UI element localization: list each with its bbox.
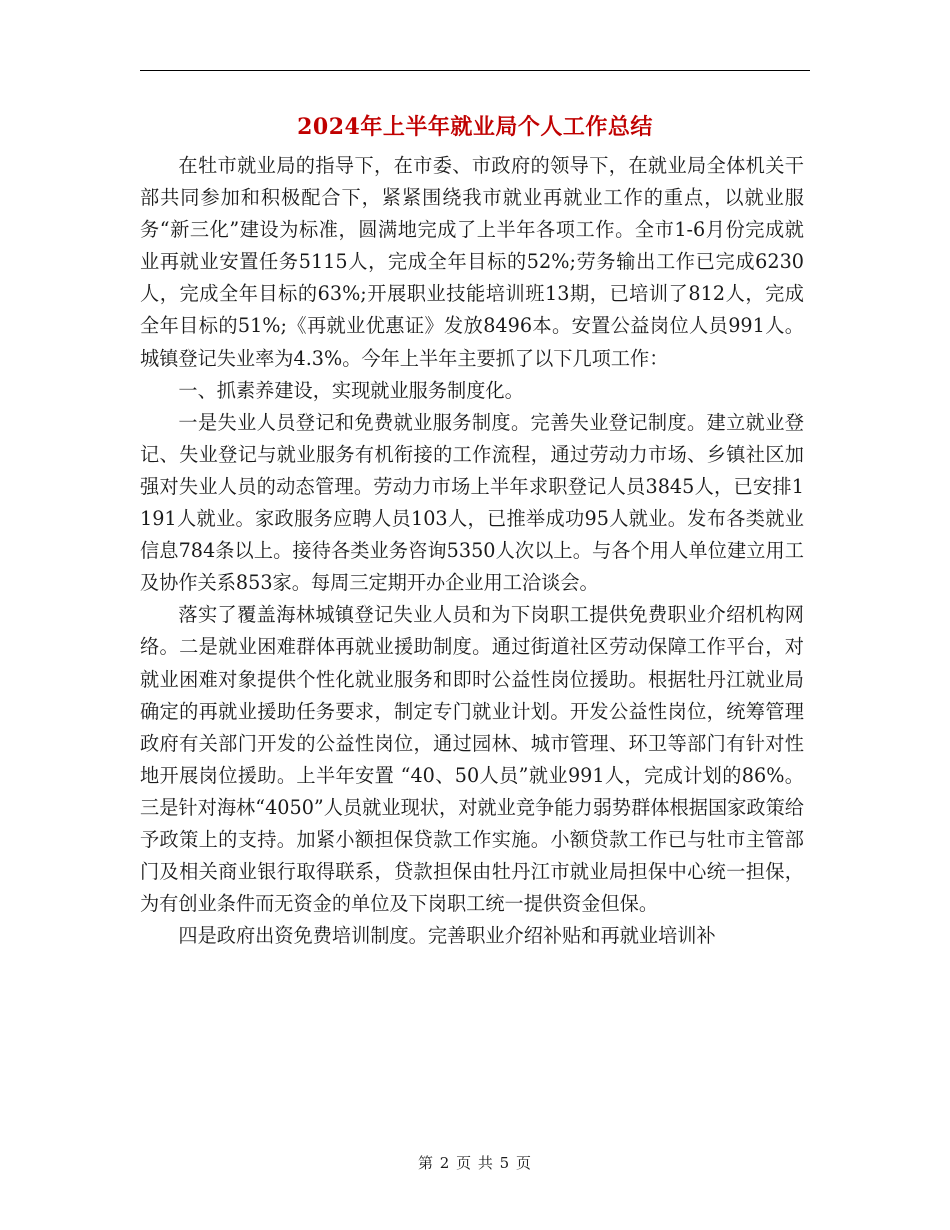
section-heading-1: 一、抓素养建设，实现就业服务制度化。: [178, 378, 524, 402]
page-number: 第 2 页 共 5 页: [418, 1154, 532, 1172]
paragraph-unemployment-registration: 一是失业人员登记和免费就业服务制度。完善失业登记制度。建立就业登记、失业登记与就业服务有机衔接的工作流程，通过劳动力市场、乡镇社区加强对失业人员的动态管理。劳动力市场上半年求职登记人员3845人，已安排1191人就业。家政服务应聘人员103人，已推举成功95人就业。发布各类就业信息784条以上。接待各类业务咨询5350人次以上。与各个用人单位建立用工及协作关系853家。每周三定期开办企业用工洽谈会。: [140, 410, 804, 595]
paragraph-reemployment-assistance: 落实了覆盖海林城镇登记失业人员和为下岗职工提供免费职业介绍机构网络。二是就业困难群体再就业援助制度。通过街道社区劳动保障工作平台，对就业困难对象提供个性化就业服务和即时公益性岗位援助。根据牡丹江就业局确定的再就业援助任务要求，制定专门就业计划。开发公益性岗位，统筹管理政府有关部门开发的公益性岗位，通过园林、城市管理、环卫等部门有针对性地开展岗位援助。上半年安置 “40、50人员”就业991人，完成计划的86%。三是针对海林“4050”人员就业现状，对就业竞争能力弱势群体根据国家政策给予政策上的支持。加紧小额担保贷款工作实施。小额贷款工作已与牡市主管部门及相关商业银行取得联系，贷款担保由牡丹江市就业局担保中心统一担保，为有创业条件而无资金的单位及下岗职工统一提供资金但保。: [140, 603, 804, 916]
paragraph-intro: 在牡市就业局的指导下，在市委、市政府的领导下，在就业局全体机关干部共同参加和积极配合下，紧紧围绕我市就业再就业工作的重点，以就业服务“新三化”建设为标准，圆满地完成了上半年各项工作。全市1-6月份完成就业再就业安置任务5115人，完成全年目标的52%;劳务输出工作已完成6230人，完成全年目标的63%;开展职业技能培训班13期，已培训了812人，完成全年目标的51%;《再就业优惠证》发放8496本。安置公益岗位人员991人。城镇登记失业率为4.3%。今年上半年主要抓了以下几项工作：: [140, 154, 804, 370]
header-rule: [140, 70, 810, 71]
document-body: [140, 150, 804, 952]
paragraph-free-training: 四是政府出资免费培训制度。完善职业介绍补贴和再就业培训补: [178, 924, 716, 948]
document-title: 2024年上半年就业局个人工作总结: [297, 114, 653, 140]
